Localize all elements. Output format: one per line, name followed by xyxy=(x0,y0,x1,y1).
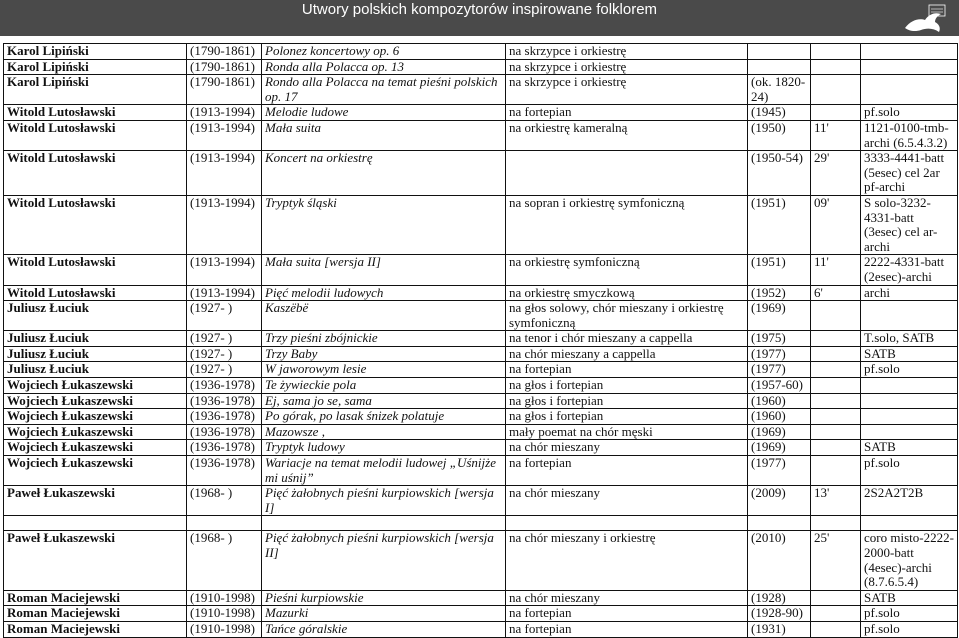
years-cell: (1936-1978) xyxy=(187,378,262,394)
work-title-cell: Mała suita [wersja II] xyxy=(262,255,506,285)
instrumentation-cell: na fortepian xyxy=(506,606,748,622)
years-cell: (1913-1994) xyxy=(187,105,262,121)
years-cell: (1790-1861) xyxy=(187,44,262,60)
work-title-cell: Rondo alla Polacca na temat pieśni polskich op. 17 xyxy=(262,75,506,105)
years-cell: (1927- ) xyxy=(187,362,262,378)
scoring-cell: pf.solo xyxy=(861,362,958,378)
instrumentation-cell: na fortepian xyxy=(506,105,748,121)
scoring-cell xyxy=(861,44,958,60)
page-title: Utwory polskich kompozytorów inspirowane folklorem xyxy=(301,1,658,18)
instrumentation-cell xyxy=(506,151,748,196)
duration-cell xyxy=(811,362,861,378)
composer-cell: Juliusz Łuciuk xyxy=(4,331,187,347)
table-row xyxy=(4,378,958,394)
work-title-cell: Pięć melodii ludowych xyxy=(262,285,506,301)
years-cell: (1910-1998) xyxy=(187,606,262,622)
date-cell: (1977) xyxy=(748,346,811,362)
instrumentation-cell xyxy=(506,516,748,531)
scoring-cell: pf.solo xyxy=(861,105,958,121)
table-row xyxy=(4,75,958,105)
composer-cell: Wojciech Łukaszewski xyxy=(4,409,187,425)
scoring-cell xyxy=(861,424,958,440)
scoring-cell xyxy=(861,409,958,425)
instrumentation-cell: na skrzypce i orkiestrę xyxy=(506,59,748,75)
composer-cell: Roman Maciejewski xyxy=(4,590,187,606)
work-title-cell: Ronda alla Polacca op. 13 xyxy=(262,59,506,75)
instrumentation-cell: na orkiestrę smyczkową xyxy=(506,285,748,301)
composer-cell: Karol Lipiński xyxy=(4,44,187,60)
years-cell: (1936-1978) xyxy=(187,393,262,409)
years-cell: (1913-1994) xyxy=(187,120,262,150)
table-row xyxy=(4,301,958,331)
composer-cell xyxy=(4,516,187,531)
work-title-cell: W jaworowym lesie xyxy=(262,362,506,378)
work-title-cell: Pięć żałobnych pieśni kurpiowskich [wersja I] xyxy=(262,486,506,516)
instrumentation-cell: na chór mieszany xyxy=(506,486,748,516)
date-cell: (1969) xyxy=(748,440,811,456)
years-cell: (1936-1978) xyxy=(187,440,262,456)
instrumentation-cell: na fortepian xyxy=(506,362,748,378)
table-row xyxy=(4,255,958,285)
page-header xyxy=(0,0,959,36)
duration-cell xyxy=(811,346,861,362)
composer-cell: Juliusz Łuciuk xyxy=(4,346,187,362)
instrumentation-cell: na sopran i orkiestrę symfoniczną xyxy=(506,195,748,254)
composer-cell: Witold Lutosławski xyxy=(4,151,187,196)
table-row xyxy=(4,151,958,196)
duration-cell xyxy=(811,621,861,637)
table-row xyxy=(4,456,958,486)
date-cell: (1969) xyxy=(748,424,811,440)
years-cell: (1913-1994) xyxy=(187,151,262,196)
work-title-cell: Polonez koncertowy op. 6 xyxy=(262,44,506,60)
scoring-cell: SATB xyxy=(861,440,958,456)
work-title-cell: Mazurki xyxy=(262,606,506,622)
table-row xyxy=(4,120,958,150)
duration-cell: 11' xyxy=(811,255,861,285)
composer-cell: Witold Lutosławski xyxy=(4,120,187,150)
composer-cell: Witold Lutosławski xyxy=(4,105,187,121)
instrumentation-cell: na chór mieszany i orkiestrę xyxy=(506,531,748,590)
duration-cell xyxy=(811,301,861,331)
table-row xyxy=(4,409,958,425)
work-title-cell: Melodie ludowe xyxy=(262,105,506,121)
years-cell xyxy=(187,516,262,531)
composer-cell: Wojciech Łukaszewski xyxy=(4,424,187,440)
date-cell: (1951) xyxy=(748,195,811,254)
instrumentation-cell: na tenor i chór mieszany a cappella xyxy=(506,331,748,347)
instrumentation-cell: na orkiestrę kameralną xyxy=(506,120,748,150)
scoring-cell: S solo-3232-4331-batt (3esec) cel ar-archi xyxy=(861,195,958,254)
work-title-cell: Tryptyk śląski xyxy=(262,195,506,254)
composer-cell: Witold Lutosławski xyxy=(4,255,187,285)
table-row xyxy=(4,424,958,440)
table-row xyxy=(4,44,958,60)
date-cell: (1928-90) xyxy=(748,606,811,622)
scoring-cell: SATB xyxy=(861,346,958,362)
duration-cell xyxy=(811,331,861,347)
instrumentation-cell: na fortepian xyxy=(506,621,748,637)
work-title-cell: Te żywieckie pola xyxy=(262,378,506,394)
scoring-cell xyxy=(861,516,958,531)
table-row xyxy=(4,440,958,456)
instrumentation-cell: mały poemat na chór męski xyxy=(506,424,748,440)
years-cell: (1936-1978) xyxy=(187,456,262,486)
date-cell: (ok. 1820-24) xyxy=(748,75,811,105)
composer-cell: Karol Lipiński xyxy=(4,59,187,75)
scoring-cell: 2222-4331-batt (2esec)-archi xyxy=(861,255,958,285)
scoring-cell xyxy=(861,301,958,331)
table-row xyxy=(4,486,958,516)
years-cell: (1790-1861) xyxy=(187,75,262,105)
duration-cell xyxy=(811,44,861,60)
table-row xyxy=(4,195,958,254)
table-row xyxy=(4,531,958,590)
composer-cell: Roman Maciejewski xyxy=(4,606,187,622)
work-title-cell: Kaszëbë xyxy=(262,301,506,331)
work-title-cell: Pieśni kurpiowskie xyxy=(262,590,506,606)
composer-cell: Karol Lipiński xyxy=(4,75,187,105)
duration-cell xyxy=(811,590,861,606)
table-row xyxy=(4,362,958,378)
duration-cell xyxy=(811,75,861,105)
table-row xyxy=(4,285,958,301)
table-row xyxy=(4,516,958,531)
composer-cell: Paweł Łukaszewski xyxy=(4,486,187,516)
years-cell: (1936-1978) xyxy=(187,424,262,440)
date-cell: (1931) xyxy=(748,621,811,637)
instrumentation-cell: na chór mieszany a cappella xyxy=(506,346,748,362)
composer-cell: Wojciech Łukaszewski xyxy=(4,378,187,394)
work-title-cell: Koncert na orkiestrę xyxy=(262,151,506,196)
duration-cell: 13' xyxy=(811,486,861,516)
scoring-cell: pf.solo xyxy=(861,606,958,622)
date-cell: (1945) xyxy=(748,105,811,121)
work-title-cell: Trzy Baby xyxy=(262,346,506,362)
date-cell xyxy=(748,516,811,531)
duration-cell: 11' xyxy=(811,120,861,150)
instrumentation-cell: na głos solowy, chór mieszany i orkiestrę symfoniczną xyxy=(506,301,748,331)
years-cell: (1910-1998) xyxy=(187,590,262,606)
work-title-cell: Trzy pieśni zbójnickie xyxy=(262,331,506,347)
scoring-cell xyxy=(861,75,958,105)
date-cell: (1928) xyxy=(748,590,811,606)
instrumentation-cell: na chór mieszany xyxy=(506,590,748,606)
duration-cell xyxy=(811,424,861,440)
instrumentation-cell: na głos i fortepian xyxy=(506,393,748,409)
instrumentation-cell: na orkiestrę symfoniczną xyxy=(506,255,748,285)
work-title-cell: Wariacje na temat melodii ludowej „Uśnijże mi uśnij” xyxy=(262,456,506,486)
duration-cell xyxy=(811,393,861,409)
scoring-cell: 3333-4441-batt (5esec) cel 2ar pf-archi xyxy=(861,151,958,196)
duration-cell: 29' xyxy=(811,151,861,196)
table-row xyxy=(4,331,958,347)
scoring-cell xyxy=(861,393,958,409)
scoring-cell: archi xyxy=(861,285,958,301)
years-cell: (1927- ) xyxy=(187,346,262,362)
table-row xyxy=(4,105,958,121)
scoring-cell: 1121-0100-tmb-archi (6.5.4.3.2) xyxy=(861,120,958,150)
duration-cell xyxy=(811,440,861,456)
instrumentation-cell: na fortepian xyxy=(506,456,748,486)
work-title-cell: Mała suita xyxy=(262,120,506,150)
scoring-cell: coro misto-2222-2000-batt (4esec)-archi (8.7.6.5.4) xyxy=(861,531,958,590)
table-row xyxy=(4,590,958,606)
composer-cell: Paweł Łukaszewski xyxy=(4,531,187,590)
instrumentation-cell: na głos i fortepian xyxy=(506,409,748,425)
date-cell: (2010) xyxy=(748,531,811,590)
date-cell: (1950) xyxy=(748,120,811,150)
composer-cell: Juliusz Łuciuk xyxy=(4,301,187,331)
date-cell: (1951) xyxy=(748,255,811,285)
scoring-cell: pf.solo xyxy=(861,456,958,486)
duration-cell xyxy=(811,378,861,394)
duration-cell: 25' xyxy=(811,531,861,590)
years-cell: (1968- ) xyxy=(187,531,262,590)
work-title-cell: Po górak, po lasak śnizek polatuje xyxy=(262,409,506,425)
composer-cell: Roman Maciejewski xyxy=(4,621,187,637)
date-cell xyxy=(748,59,811,75)
work-title-cell: Ej, sama jo se, sama xyxy=(262,393,506,409)
years-cell: (1913-1994) xyxy=(187,285,262,301)
date-cell: (1950-54) xyxy=(748,151,811,196)
date-cell: (1960) xyxy=(748,393,811,409)
instrumentation-cell: na głos i fortepian xyxy=(506,378,748,394)
scoring-cell: T.solo, SATB xyxy=(861,331,958,347)
date-cell: (1975) xyxy=(748,331,811,347)
work-title-cell: Mazowsze , xyxy=(262,424,506,440)
composer-cell: Witold Lutosławski xyxy=(4,285,187,301)
duration-cell: 09' xyxy=(811,195,861,254)
duration-cell xyxy=(811,606,861,622)
table-row xyxy=(4,393,958,409)
years-cell: (1913-1994) xyxy=(187,195,262,254)
work-title-cell: Tryptyk ludowy xyxy=(262,440,506,456)
duration-cell xyxy=(811,59,861,75)
date-cell: (1969) xyxy=(748,301,811,331)
table-row xyxy=(4,606,958,622)
table-row xyxy=(4,59,958,75)
duration-cell xyxy=(811,409,861,425)
composer-cell: Witold Lutosławski xyxy=(4,195,187,254)
composer-cell: Wojciech Łukaszewski xyxy=(4,393,187,409)
years-cell: (1936-1978) xyxy=(187,409,262,425)
duration-cell xyxy=(811,105,861,121)
date-cell: (1960) xyxy=(748,409,811,425)
date-cell: (1977) xyxy=(748,456,811,486)
date-cell: (1952) xyxy=(748,285,811,301)
instrumentation-cell: na skrzypce i orkiestrę xyxy=(506,44,748,60)
years-cell: (1790-1861) xyxy=(187,59,262,75)
years-cell: (1910-1998) xyxy=(187,621,262,637)
composer-cell: Wojciech Łukaszewski xyxy=(4,440,187,456)
compositions-table xyxy=(3,43,958,638)
work-title-cell: Tańce góralskie xyxy=(262,621,506,637)
date-cell xyxy=(748,44,811,60)
instrumentation-cell: na skrzypce i orkiestrę xyxy=(506,75,748,105)
years-cell: (1913-1994) xyxy=(187,255,262,285)
years-cell: (1927- ) xyxy=(187,301,262,331)
date-cell: (1977) xyxy=(748,362,811,378)
table-row xyxy=(4,346,958,362)
years-cell: (1927- ) xyxy=(187,331,262,347)
scoring-cell xyxy=(861,378,958,394)
scoring-cell: 2S2A2T2B xyxy=(861,486,958,516)
years-cell: (1968- ) xyxy=(187,486,262,516)
work-title-cell xyxy=(262,516,506,531)
scoring-cell: pf.solo xyxy=(861,621,958,637)
composer-cell: Juliusz Łuciuk xyxy=(4,362,187,378)
scoring-cell xyxy=(861,59,958,75)
duration-cell xyxy=(811,516,861,531)
composer-cell: Wojciech Łukaszewski xyxy=(4,456,187,486)
table-row xyxy=(4,621,958,637)
date-cell: (1957-60) xyxy=(748,378,811,394)
duration-cell xyxy=(811,456,861,486)
instrumentation-cell: na chór mieszany xyxy=(506,440,748,456)
work-title-cell: Pięć żałobnych pieśni kurpiowskich [wersja II] xyxy=(262,531,506,590)
date-cell: (2009) xyxy=(748,486,811,516)
duration-cell: 6' xyxy=(811,285,861,301)
bird-logo-icon xyxy=(899,2,947,36)
scoring-cell: SATB xyxy=(861,590,958,606)
